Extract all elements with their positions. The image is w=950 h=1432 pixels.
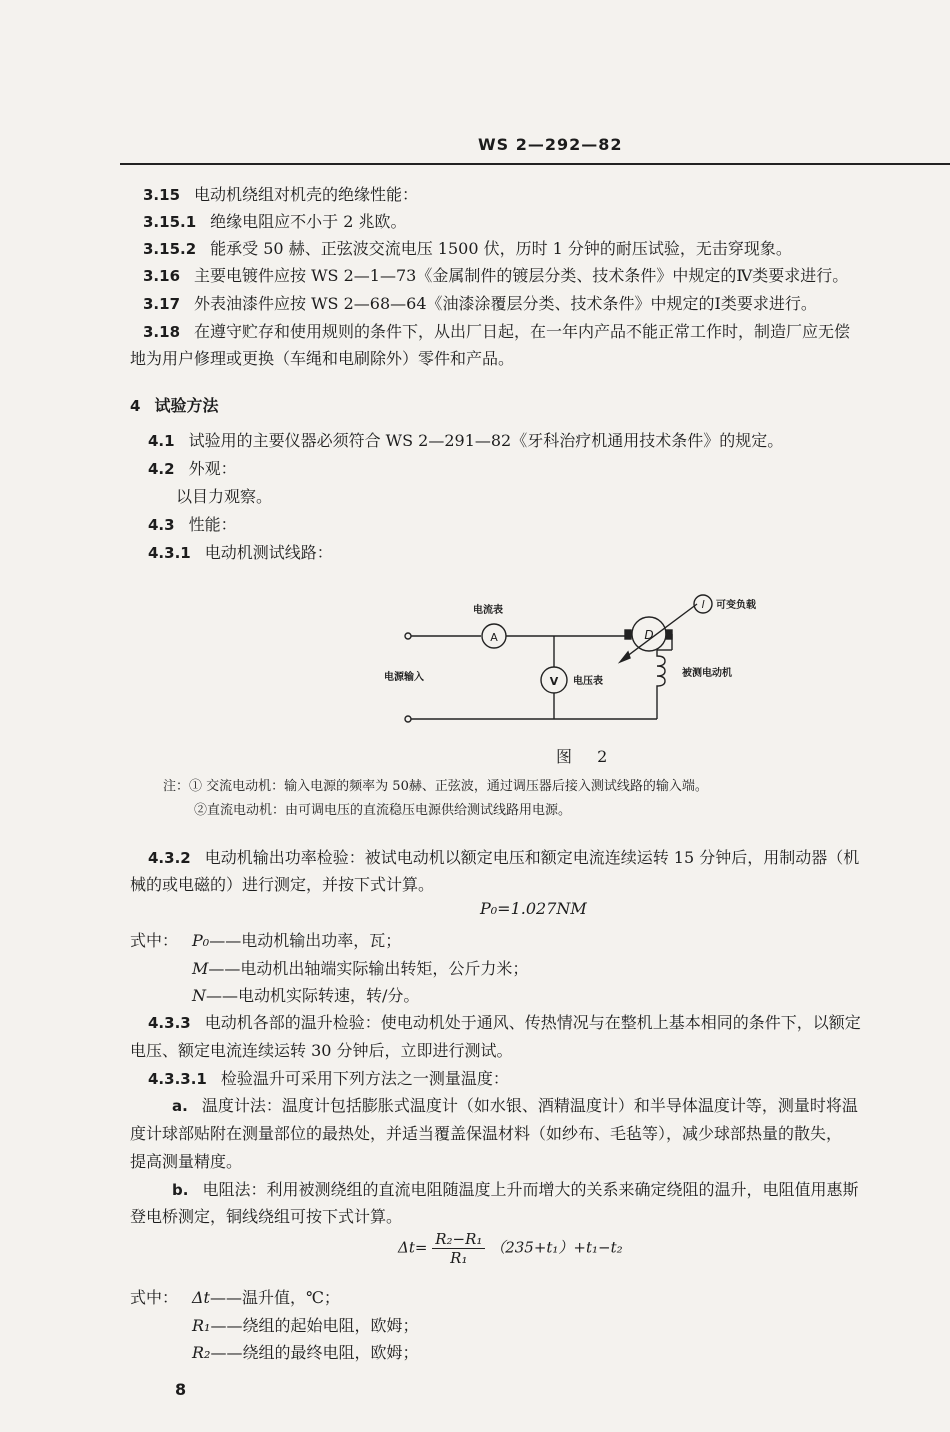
where-label-1: 式中： [130,931,179,950]
load-label: 可变负载 [716,600,756,611]
section-4-title: 4 试验方法 [130,396,219,415]
item-a-cont-2: 提高测量精度。 [130,1152,243,1171]
clause-4-1: 4.1 试验用的主要仪器必须符合 WS 2—291—82《牙科治疗机通用技术条件》的规定。 [148,431,784,450]
clause-4-3-1: 4.3.1 电动机测试线路： [148,543,333,562]
clause-4-2-body: 以目力观察。 [176,487,273,506]
input-terminal-top [405,633,411,639]
clause-3-15-1: 3.15.1 绝缘电阻应不小于 2 兆欧。 [143,212,407,231]
voltmeter-label: 电压表 [573,676,603,687]
clause-3-15: 3.15 电动机绕组对机壳的绝缘性能： [143,185,419,204]
def-r1: R₁——绕组的起始电阻，欧姆； [192,1316,419,1335]
clause-4-3-3: 4.3.3 电动机各部的温升检验：使电动机处于通风、传热情况与在整机上基本相同的条件下，以额定 [148,1013,861,1032]
power-formula: P₀=1.027NM [480,899,587,918]
clause-4-3-3-cont: 电压、额定电流连续运转 30 分钟后，立即进行测试。 [130,1041,513,1060]
load-coupling-line [622,604,697,660]
clause-4-3-3-1: 4.3.3.1 检验温升可采用下列方法之一测量温度： [148,1069,509,1088]
note-2: ②直流电动机：由可调电压的直流稳压电源供给测试线路用电源。 [194,803,572,818]
clause-3-18: 3.18 在遵守贮存和使用规则的条件下，从出厂日起，在一年内产品不能正常工作时，制造厂应无偿 [143,322,851,341]
def-delta-t: Δt——温升值，℃； [192,1288,340,1307]
clause-4-3: 4.3 性能： [148,515,237,534]
clause-4-3-2-cont: 械的或电磁的）进行测定，并按下式计算。 [130,875,435,894]
voltmeter-letter: V [549,675,559,688]
clause-3-15-2: 3.15.2 能承受 50 赫、正弦波交流电压 1500 伏，历时 1 分钟的耐压试验，无击穿现象。 [143,239,792,258]
item-b: b. 电阻法：利用被测绕组的直流电阻随温度上升而增大的关系来确定绕阻的温升，电阻值用惠斯 [172,1180,859,1199]
def-p0: P₀——电动机输出功率，瓦； [192,931,402,950]
input-terminal-bottom [405,716,411,722]
where-label-2: 式中： [130,1288,179,1307]
item-b-cont: 登电桥测定，铜线绕组可按下式计算。 [130,1207,403,1226]
temp-rise-formula: Δt= $\frac{\text{R₂−R₁}}{\text{R₁}}$ （235+t₁）+t₁−t₂ [398,1230,623,1267]
standard-code: WS 2—292—82 [478,135,623,154]
clause-4-2: 4.2 外观： [148,459,237,478]
page-number: 8 [175,1380,187,1399]
clause-3-17: 3.17 外表油漆件应按 WS 2—68—64《油漆涂覆层分类、技术条件》中规定的Ⅰ类要求进行。 [143,294,817,313]
def-m: M——电动机出轴端实际输出转矩，公斤力米； [192,959,529,978]
item-a: a. 温度计法：温度计包括膨胀式温度计（如水银、酒精温度计）和半导体温度计等，测量时将温 [172,1096,858,1115]
def-n: N——电动机实际转速，转/分。 [192,986,420,1005]
clause-3-16: 3.16 主要电镀件应按 WS 2—1—73《金属制件的镀层分类、技术条件》中规定的Ⅳ类要求进行。 [143,266,849,285]
motor-letter: D [644,628,654,642]
item-a-cont-1: 度计球部贴附在测量部位的最热处，并适当覆盖保温材料（如纱布、毛毡等），减少球部热量的散失， [130,1124,843,1143]
note-1: 注：① 交流电动机：输入电源的频率为 50赫、正弦波，通过调压器后接入测试线路的输入端。 [163,779,708,794]
input-label: 电源输入 [384,672,424,683]
clause-3-18-cont: 地为用户修理或更换（车绳和电刷除外）零件和产品。 [130,349,515,368]
clause-4-3-2: 4.3.2 电动机输出功率检验：被试电动机以额定电压和额定电流连续运转 15 分钟后，用制动器（机 [148,848,860,867]
ammeter-label: 电流表 [473,605,503,616]
figure-caption: 图 2 [556,747,618,766]
ammeter-letter: A [490,631,498,644]
def-r2: R₂——绕组的最终电阻，欧姆； [192,1343,419,1362]
motor-label: 被测电动机 [682,668,732,679]
load-letter: l [701,598,705,611]
